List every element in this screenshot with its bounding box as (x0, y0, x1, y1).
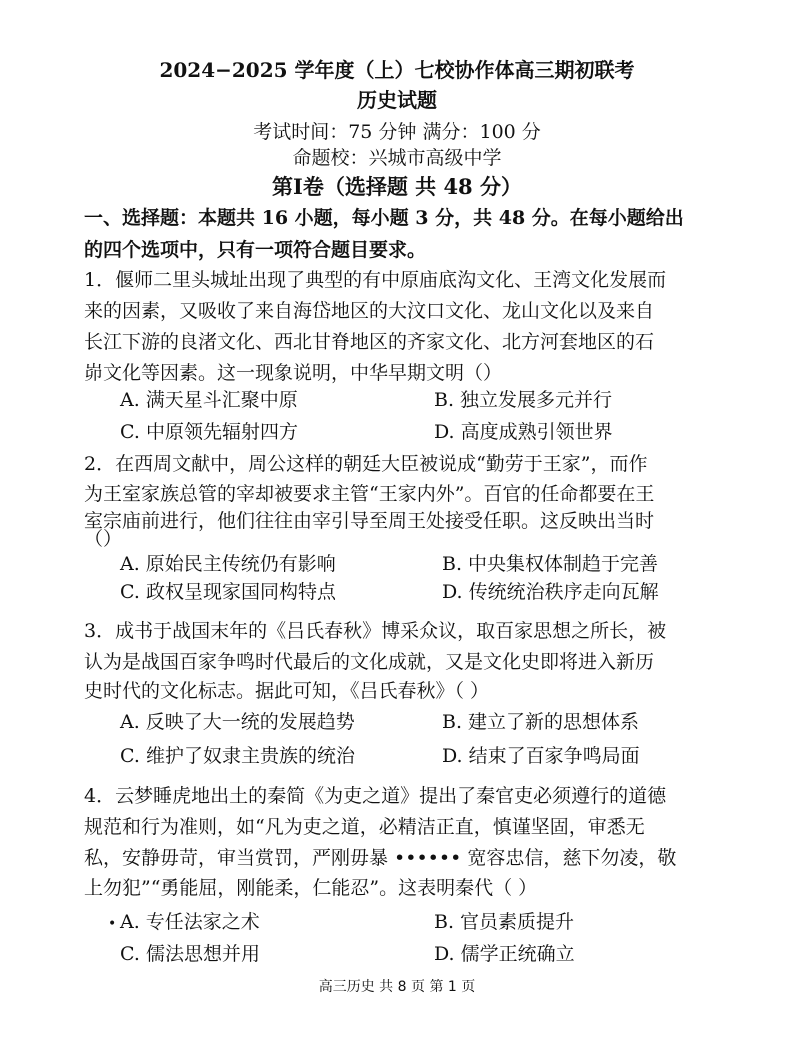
option-a[interactable]: A. 满天星斗汇聚中原 (120, 389, 298, 411)
question-text: 2．在西周文献中，周公这样的朝廷大臣被说成“勤劳于王家”，而作 (84, 453, 648, 475)
option-d[interactable]: D. 结束了百家争鸣局面 (442, 745, 640, 767)
option-b[interactable]: B. 中央集权体制趋于完善 (442, 553, 659, 575)
question-text: 私，安静毋苛，审当赏罚，严刚毋暴 •••••• 宽容忠信，慈下勿凌，敬 (84, 847, 677, 869)
option-c[interactable]: C. 政权呈现家国同构特点 (120, 581, 336, 603)
option-a[interactable]: A. 原始民主传统仍有影响 (120, 553, 336, 575)
question-text: 3．成书于战国末年的《吕氏春秋》博采众议，取百家思想之所长，被 (84, 620, 667, 642)
option-d[interactable]: D. 传统统治秩序走向瓦解 (442, 581, 659, 603)
option-a[interactable]: A. 反映了大一统的发展趋势 (120, 711, 355, 733)
question-text: 史时代的文化标志。据此可知，《吕氏春秋》（ ） (84, 680, 490, 702)
volume-title: 第Ⅰ卷（选择题 共 48 分） (272, 174, 522, 199)
question-text: 认为是战国百家争鸣时代最后的文化成就，又是文化史即将进入新历 (84, 651, 655, 673)
option-d[interactable]: D. 儒学正统确立 (434, 943, 575, 965)
question-text: 规范和行为准则，如“凡为吏之道，必精洁正直，慎谨坚固，审悉无 (84, 816, 645, 838)
option-a[interactable]: A. 专任法家之术 (120, 911, 260, 933)
question-text: 上勿犯”“勇能屈，刚能柔，仁能忍”。这表明秦代（ ） (84, 877, 538, 899)
question-text: 4．云梦睡虎地出土的秦简《为吏之道》提出了秦官吏必须遵行的道德 (84, 785, 667, 807)
question-text: 峁文化等因素。这一现象说明，中华早期文明（） (84, 362, 503, 384)
option-b[interactable]: B. 建立了新的思想体系 (442, 711, 640, 733)
option-b[interactable]: B. 独立发展多元并行 (434, 389, 613, 411)
option-c[interactable]: C. 儒法思想并用 (120, 943, 260, 965)
instructions-line: 一、选择题：本题共 16 小题，每小题 3 分，共 48 分。在每小题给出 (84, 207, 684, 229)
question-text: 长江下游的良渚文化、西北甘脊地区的齐家文化、北方河套地区的石 (84, 331, 655, 353)
option-c[interactable]: C. 中原领先辐射四方 (120, 421, 298, 443)
bullet-dot-icon: • (108, 916, 117, 932)
question-text: 来的因素，又吸收了来自海岱地区的大汶口文化、龙山文化以及来自 (84, 300, 655, 322)
school-info: 命题校：兴城市高级中学 (292, 147, 502, 169)
option-d[interactable]: D. 高度成熟引领世界 (434, 421, 613, 443)
question-text: 为王室家族总管的宰却被要求主管“王家内外”。百官的任命都要在王 (84, 483, 655, 505)
option-b[interactable]: B. 官员素质提升 (434, 911, 575, 933)
subject-title: 历史试题 (357, 88, 437, 112)
question-text: 1．偃师二里头城址出现了典型的有中原庙底沟文化、王湾文化发展而 (84, 269, 667, 291)
instructions-line: 的四个选项中，只有一项符合题目要求。 (84, 239, 427, 261)
exam-title: 2024−2025 学年度（上）七校协作体高三期初联考 (159, 58, 635, 82)
exam-info: 考试时间：75 分钟 满分：100 分 (253, 121, 541, 143)
page-footer: 高三历史 共 8 页 第 1 页 (318, 979, 476, 995)
question-text: 室宗庙前进行，他们往往由宰引导至周王处接受任职。这反映出当时 (84, 510, 655, 532)
option-c[interactable]: C. 维护了奴隶主贵族的统治 (120, 745, 355, 767)
question-text: （） (84, 528, 123, 550)
